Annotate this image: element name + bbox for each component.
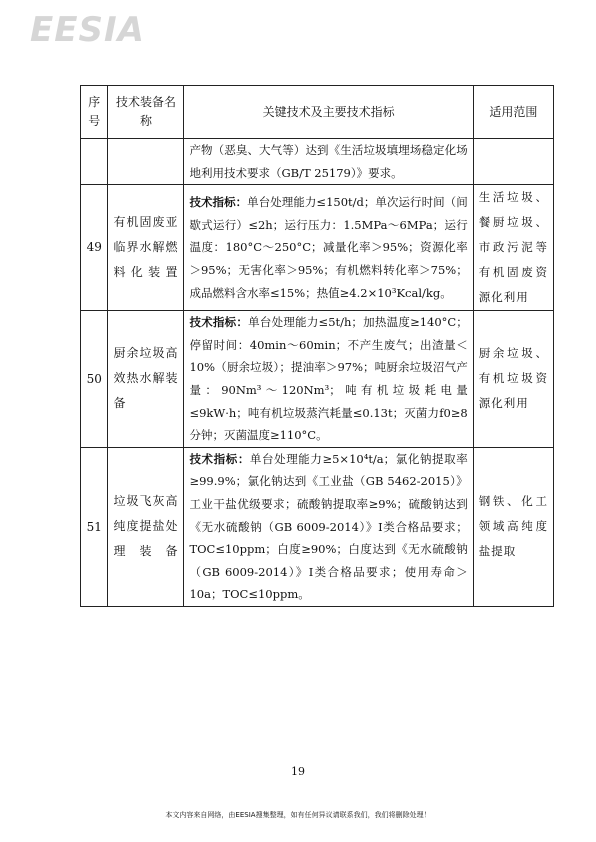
row-spec bbox=[184, 311, 473, 448]
row-spec bbox=[184, 447, 473, 606]
spec-text: 产物（恶臭、大气等）达到《生活垃圾填埋场稳定化场地利用技术要求（GB/T 25179）》要求。 bbox=[189, 143, 468, 180]
table-row bbox=[81, 185, 554, 311]
row-equipment-name: 垃圾飞灰高纯度提盐处理装备 bbox=[108, 447, 184, 606]
row-equipment-name bbox=[108, 139, 184, 185]
page-number: 19 bbox=[291, 765, 305, 778]
spec-text: 单台处理能力≤5t/h；加热温度≥140°C；停留时间：40min～60min；不产生废气；出渣量＜10%（厨余垃圾）；提油率＞97%；吨厨余垃圾沼气产量：90Nm³～120Nm³；吨有机垃圾耗电量≤9kW·h；吨有机垃圾蒸汽耗量≤0.13t；灭菌力f0≥8分钟；灭菌温度≥110°C。 bbox=[189, 315, 468, 443]
row-scope bbox=[473, 139, 553, 185]
row-seq: 49 bbox=[81, 185, 108, 311]
table-row bbox=[81, 311, 554, 448]
row-spec bbox=[184, 139, 473, 185]
row-equipment-name: 厨余垃圾高效热水解装备 bbox=[108, 311, 184, 448]
spec-text: 单台处理能力≤150t/d；单次运行时间（间歇式运行）≤2h；运行压力：1.5MPa～6MPa；运行温度：180°C～250°C；减量化率＞95%；资源化率＞95%；无害化率＞95%；有机燃料转化率＞75%；成品燃料含水率≤15%；热值≥4.2×10³Kcal/kg。 bbox=[189, 195, 468, 300]
row-scope: 厨余垃圾、有机垃圾资源化利用 bbox=[473, 311, 553, 448]
spec-label: 技术指标： bbox=[189, 315, 249, 330]
table-row bbox=[81, 139, 554, 185]
header-scope: 适用范围 bbox=[473, 86, 553, 139]
header-seq: 序号 bbox=[81, 86, 108, 139]
row-seq bbox=[81, 139, 108, 185]
table-row bbox=[81, 447, 554, 606]
row-seq: 50 bbox=[81, 311, 108, 448]
equipment-table bbox=[80, 85, 554, 607]
table-header-row bbox=[81, 86, 554, 139]
eesia-logo: EESIA bbox=[30, 10, 145, 50]
spec-label: 技术指标： bbox=[189, 195, 248, 210]
row-scope: 钢铁、化工领域高纯度盐提取 bbox=[473, 447, 553, 606]
row-spec bbox=[184, 185, 473, 311]
header-spec: 关键技术及主要技术指标 bbox=[184, 86, 473, 139]
row-scope: 生活垃圾、餐厨垃圾、市政污泥等有机固废资源化利用 bbox=[473, 185, 553, 311]
row-seq: 51 bbox=[81, 447, 108, 606]
footer-disclaimer: 本文内容来自网络，由EESIA搜集整理，如有任何异议请联系我们，我们将删除处理！ bbox=[165, 811, 431, 819]
spec-label: 技术指标： bbox=[189, 451, 250, 466]
header-name: 技术装备名称 bbox=[108, 86, 184, 139]
spec-text: 单台处理能力≥5×10⁴t/a；氯化钠提取率≥99.9%；氯化钠达到《工业盐（GB 5462-2015）》工业干盐优级要求；硫酸钠提取率≥9%；硫酸钠达到《无水硫酸钠（GB 6009-2014）》I类合格品要求；TOC≤10ppm；白度≥90%；白度达到《无水硫酸钠（GB 6009-2014）》I类合格品要求；使用寿命＞10a；TOC≤10ppm。 bbox=[189, 451, 468, 602]
row-equipment-name: 有机固废亚临界水解燃料化装置 bbox=[108, 185, 184, 311]
